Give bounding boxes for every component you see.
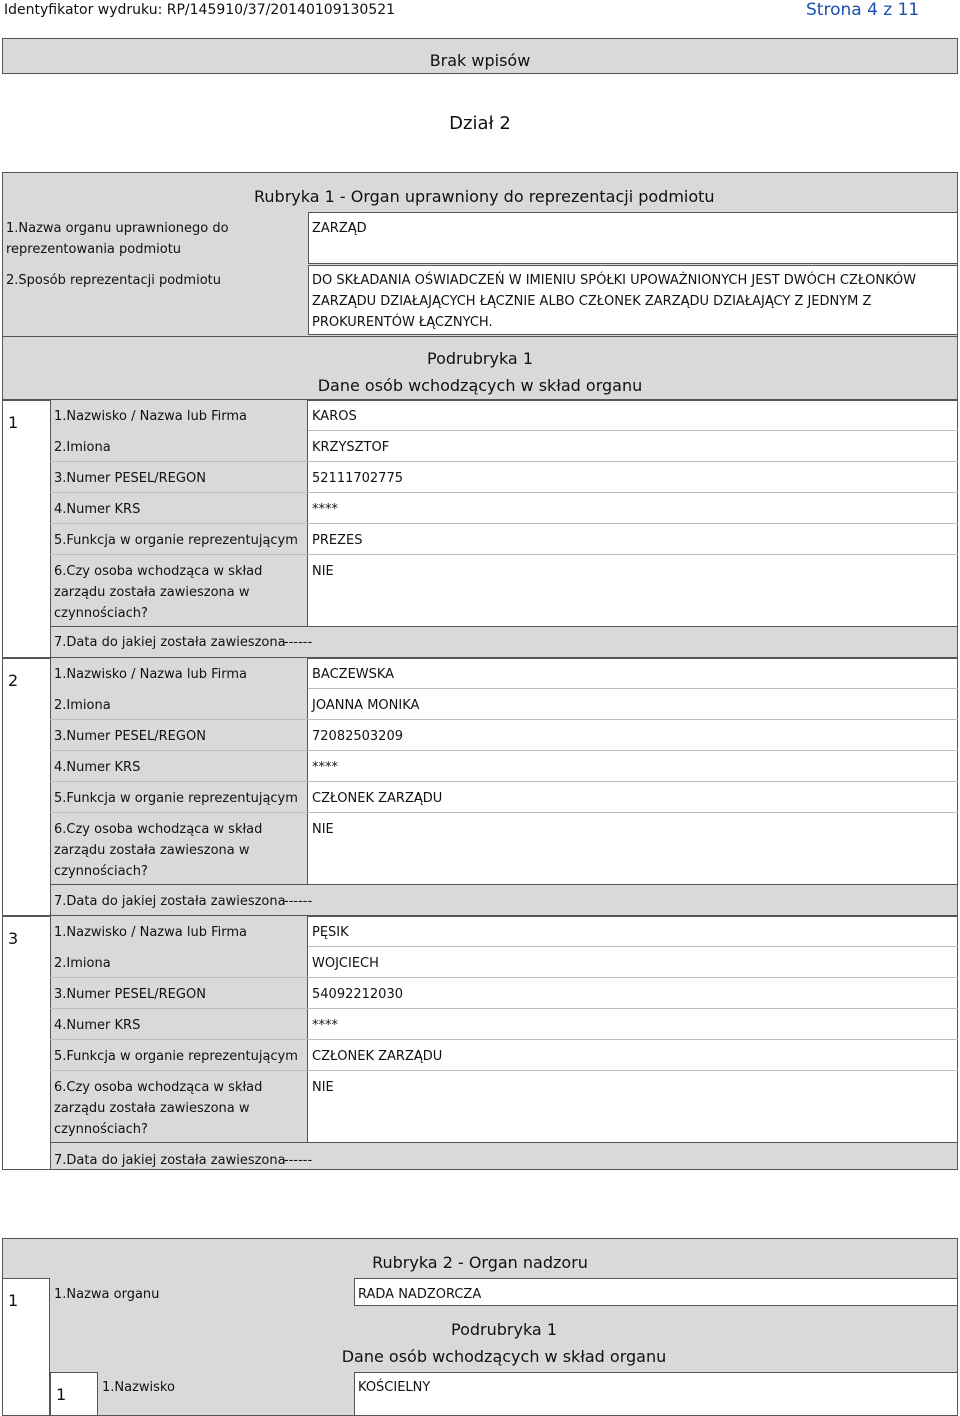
rubryka2-num: 1 — [8, 1291, 19, 1310]
p2-funkcja: CZŁONEK ZARZĄDU — [312, 791, 443, 806]
p1-data-label: 7.Data do jakiej została zawieszona — [54, 635, 286, 650]
p3-krs-label: 4.Numer KRS — [54, 1018, 141, 1033]
nazwa-organu-label: 1.Nazwa organu uprawnionego do reprezentowania podmiotu — [6, 221, 229, 257]
nazwa-organu-value: ZARZĄD — [312, 221, 367, 236]
rubryka2-nazwisko-cell — [354, 1372, 958, 1416]
rubryka2-person-num: 1 — [56, 1385, 67, 1404]
p3-nazwisko-label: 1.Nazwisko / Nazwa lub Firma — [54, 925, 247, 940]
print-id: Identyfikator wydruku: RP/145910/37/20140109130521 — [4, 2, 396, 18]
p1-nazwisko-label: 1.Nazwisko / Nazwa lub Firma — [54, 409, 247, 424]
p2-krs-label: 4.Numer KRS — [54, 760, 141, 775]
sep — [308, 946, 958, 947]
nazwa-organu-cell — [308, 212, 958, 264]
rubryka1-title: Rubryka 1 - Organ uprawniony do reprezentacji podmiotu — [254, 187, 715, 206]
sep — [50, 812, 958, 813]
sep — [50, 1008, 958, 1009]
p2-imiona: JOANNA MONIKA — [312, 698, 420, 713]
p1-zawieszona-label: 6.Czy osoba wchodząca w skład zarządu została zawieszona w czynnościach? — [54, 564, 263, 621]
sep — [50, 492, 958, 493]
p1-imiona: KRZYSZTOF — [312, 440, 390, 455]
rubryka2-nazwa-label: 1.Nazwa organu — [54, 1287, 160, 1302]
p3-imiona: WOJCIECH — [312, 956, 379, 971]
p1-krs-label: 4.Numer KRS — [54, 502, 141, 517]
p1-data: ------ — [284, 635, 313, 650]
p3-data-label: 7.Data do jakiej została zawieszona — [54, 1153, 286, 1168]
p1-nazwisko: KAROS — [312, 409, 357, 424]
p2-nazwisko: BACZEWSKA — [312, 667, 395, 682]
p3-zawieszona-label: 6.Czy osoba wchodząca w skład zarządu została zawieszona w czynnościach? — [54, 1080, 263, 1137]
p2-zawieszona: NIE — [312, 822, 334, 837]
p2-imiona-label: 2.Imiona — [54, 698, 111, 713]
person-1-num: 1 — [8, 413, 19, 432]
sposob-label: 2.Sposób reprezentacji podmiotu — [6, 273, 221, 288]
p2-pesel-label: 3.Numer PESEL/REGON — [54, 729, 206, 744]
p1-funkcja-label: 5.Funkcja w organie reprezentującym — [54, 533, 298, 548]
sposob-value: DO SKŁADANIA OŚWIADCZEŃ W IMIENIU SPÓŁKI UPOWAŻNIONYCH JEST DWÓCH CZŁONKÓW ZARZĄDU DZIAŁAJĄCYCH ŁĄCZNIE ALBO CZŁONEK ZARZĄDU DZIAŁAJĄCY Z JEDNYM Z PROKURENTÓW ŁĄCZNYCH. — [312, 273, 917, 330]
p3-funkcja-label: 5.Funkcja w organie reprezentującym — [54, 1049, 298, 1064]
p2-zawieszona-label: 6.Czy osoba wchodząca w skład zarządu została zawieszona w czynnościach? — [54, 822, 263, 879]
p2-krs: **** — [312, 760, 338, 775]
p2-data-label: 7.Data do jakiej została zawieszona — [54, 894, 286, 909]
sep — [308, 430, 958, 431]
p1-pesel-label: 3.Numer PESEL/REGON — [54, 471, 206, 486]
rubryka2-nazwisko-value: KOŚCIELNY — [358, 1380, 431, 1395]
podrubryka1-title: Podrubryka 1 — [427, 349, 533, 368]
person-2-num: 2 — [8, 671, 19, 690]
p1-funkcja: PREZES — [312, 533, 363, 548]
p3-funkcja: CZŁONEK ZARZĄDU — [312, 1049, 443, 1064]
sep — [308, 688, 958, 689]
p2-funkcja-label: 5.Funkcja w organie reprezentującym — [54, 791, 298, 806]
sep — [50, 554, 958, 555]
p3-nazwisko: PĘSIK — [312, 925, 349, 940]
p2-data: ------ — [284, 894, 313, 909]
sep — [50, 750, 958, 751]
p3-data: ------ — [284, 1153, 313, 1168]
brak-wpisow: Brak wpisów — [429, 51, 531, 70]
rubryka2-nazwa-value: RADA NADZORCZA — [358, 1287, 482, 1302]
p1-pesel: 52111702775 — [312, 471, 403, 486]
sep — [50, 781, 958, 782]
p3-pesel-label: 3.Numer PESEL/REGON — [54, 987, 206, 1002]
podrubryka1-subtitle: Dane osób wchodzących w skład organu — [317, 376, 643, 395]
p2-nazwisko-label: 1.Nazwisko / Nazwa lub Firma — [54, 667, 247, 682]
sep — [50, 1039, 958, 1040]
sep — [50, 1070, 958, 1071]
p1-imiona-label: 2.Imiona — [54, 440, 111, 455]
p3-zawieszona: NIE — [312, 1080, 334, 1095]
p3-pesel: 54092212030 — [312, 987, 403, 1002]
rubryka2-podrubryka-title: Podrubryka 1 — [451, 1320, 557, 1339]
p1-zawieszona: NIE — [312, 564, 334, 579]
rubryka2-podrubryka-subtitle: Dane osób wchodzących w skład organu — [341, 1347, 667, 1366]
rubryka2-nazwisko-label: 1.Nazwisko — [102, 1380, 175, 1395]
dzial-title: Dział 2 — [449, 113, 511, 134]
rubryka2-title: Rubryka 2 - Organ nadzoru — [372, 1253, 588, 1272]
p1-krs: **** — [312, 502, 338, 517]
sep — [50, 523, 958, 524]
sep — [50, 977, 958, 978]
p2-pesel: 72082503209 — [312, 729, 403, 744]
p3-imiona-label: 2.Imiona — [54, 956, 111, 971]
p3-krs: **** — [312, 1018, 338, 1033]
print-header — [0, 0, 960, 24]
page-number: Strona 4 z 11 — [806, 0, 920, 20]
person-3-num: 3 — [8, 929, 19, 948]
sep — [50, 461, 958, 462]
sep — [50, 719, 958, 720]
